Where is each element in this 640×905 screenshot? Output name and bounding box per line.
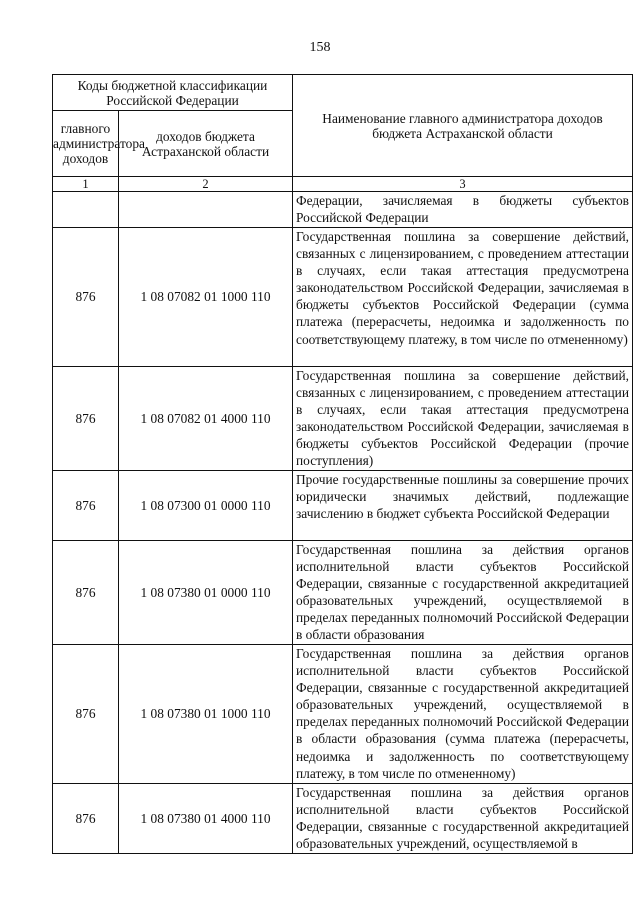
table-row [53,471,633,541]
page-number: 158 [309,40,331,55]
income-code-cell: 1 08 07082 01 1000 110 [119,228,293,367]
admin-code-cell: 876 [53,471,119,541]
admin-code-cell [53,192,119,228]
admin-code-cell: 876 [53,228,119,367]
admin-code-cell: 876 [53,645,119,784]
column-number-1: 1 [53,177,119,192]
column-number-2: 2 [119,177,293,192]
admin-code-cell: 876 [53,541,119,645]
income-name-cell: Государственная пошлина за совершение действий, связанных с лицензированием, с проведением аттестации в случаях, если такая аттестация предусмотрена законодательством Российской Федерации, зачисляемая в бюджеты субъектов Российской Федерации (прочие поступления) [293,367,633,471]
income-code-cell: 1 08 07380 01 4000 110 [119,784,293,854]
table-row [53,645,633,784]
income-column-header: доходов бюджета Астраханской области [119,111,293,177]
table-row [53,367,633,471]
table-row [53,784,633,854]
admin-code-cell: 876 [53,367,119,471]
income-name-cell: Федерации, зачисляемая в бюджеты субъектов Российской Федерации [293,192,633,228]
table-row [53,192,633,228]
name-column-header: Наименование главного администратора доходов бюджета Астраханской области [293,75,633,177]
income-name-cell: Государственная пошлина за действия органов исполнительной власти субъектов Российской Федерации, связанные с государственной аккредитацией образовательных учреждений, осуществляемой в пределах переданных полномочий Российской Федерации в области образования (сумма платежа (перерасчеты, недоимка и задолженность по соответствующему платежу, в том числе по отмененному) [293,645,633,784]
table-row [53,228,633,367]
column-number-3: 3 [293,177,633,192]
table-row [53,541,633,645]
income-name-cell: Государственная пошлина за действия органов исполнительной власти субъектов Российской Федерации, связанные с государственной аккредитацией образовательных учреждений, осуществляемой в [293,784,633,854]
income-name-cell: Государственная пошлина за действия органов исполнительной власти субъектов Российской Федерации, связанные с государственной аккредитацией образовательных учреждений, осуществляемой в пределах переданных полномочий Российской Федерации в области образования [293,541,633,645]
admin-column-header: главного администратора доходов [53,111,119,177]
income-code-cell: 1 08 07380 01 1000 110 [119,645,293,784]
budget-classification-table [52,74,633,854]
income-name-cell: Государственная пошлина за совершение действий, связанных с лицензированием, с проведением аттестации в случаях, если такая аттестация предусмотрена законодательством Российской Федерации, зачисляемая в бюджеты субъектов Российской Федерации (сумма платежа (перерасчеты, недоимка и задолженность по соответствующему платежу, в том числе по отмененному) [293,228,633,367]
income-code-cell: 1 08 07300 01 0000 110 [119,471,293,541]
admin-code-cell: 876 [53,784,119,854]
income-code-cell: 1 08 07380 01 0000 110 [119,541,293,645]
income-name-cell: Прочие государственные пошлины за совершение прочих юридически значимых действий, подлежащие зачислению в бюджет субъекта Российской Федерации [293,471,633,541]
income-code-cell [119,192,293,228]
income-code-cell: 1 08 07082 01 4000 110 [119,367,293,471]
codes-group-header: Коды бюджетной классификации Российской Федерации [53,75,293,111]
